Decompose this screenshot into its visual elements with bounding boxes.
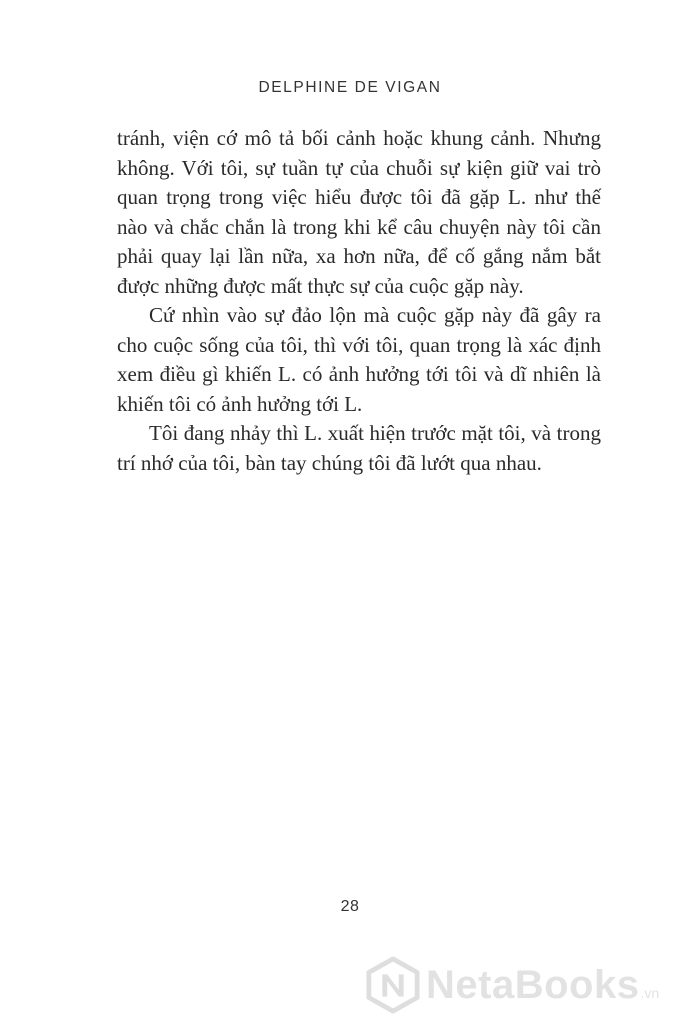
watermark <box>364 955 694 1015</box>
running-header-author: DELPHINE DE VIGAN <box>258 79 442 96</box>
paragraph-2: Cứ nhìn vào sự đảo lộn mà cuộc gặp này đã gây ra cho cuộc sống của tôi, thì với tôi, quan trọng là xác định xem điều gì khiến L. có ảnh hưởng tới tôi và dĩ nhiên là khiến tôi có ảnh hưởng tới L. <box>117 303 601 416</box>
page-number: 28 <box>340 898 360 915</box>
watermark-brand: NetaBooks <box>426 962 640 1007</box>
paragraph-3: Tôi đang nhảy thì L. xuất hiện trước mặt tôi, và trong trí nhớ của tôi, bàn tay chúng tôi đã lướt qua nhau. <box>117 421 601 475</box>
page-body-text <box>117 124 601 478</box>
watermark-suffix: .vn <box>640 985 660 1001</box>
netabooks-logo-icon <box>364 956 422 1014</box>
paragraph-1: tránh, viện cớ mô tả bối cảnh hoặc khung cảnh. Nhưng không. Với tôi, sự tuần tự của chuỗi sự kiện giữ vai trò quan trọng trong việc hiểu được tôi đã gặp L. như thế nào và chắc chắn là trong khi kể câu chuyện này tôi cần phải quay lại lần nữa, xa hơn nữa, để cố gắng nắm bắt được những được mất thực sự của cuộc gặp này. <box>117 126 601 298</box>
